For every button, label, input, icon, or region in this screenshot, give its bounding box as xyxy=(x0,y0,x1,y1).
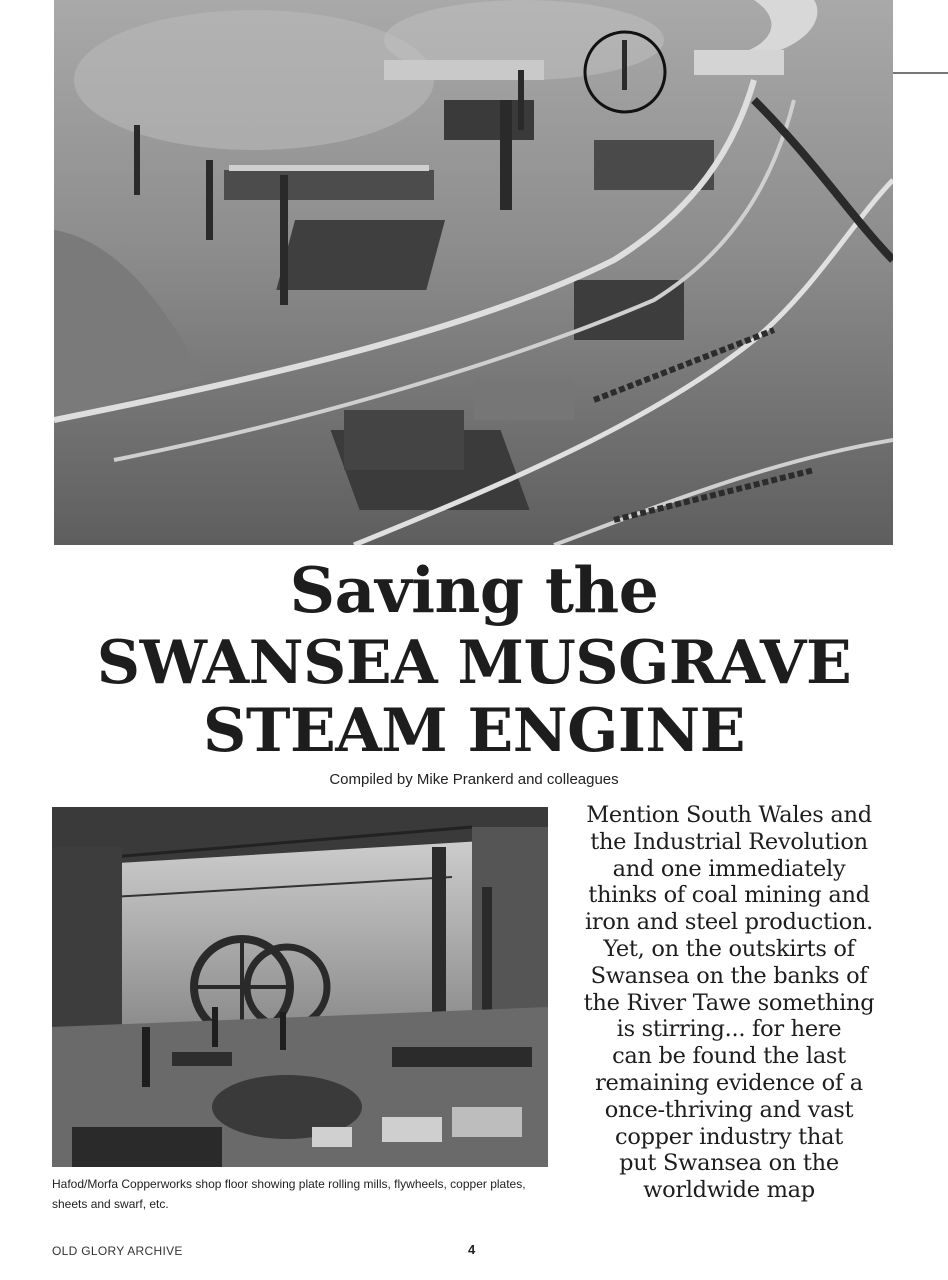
byline: Compiled by Mike Prankerd and colleagues xyxy=(329,771,619,788)
headline-line-2: SWANSEA MUSGRAVE xyxy=(96,628,852,698)
aerial-photo-graphic xyxy=(54,0,893,545)
intro-line: the River Tawe something xyxy=(583,989,875,1016)
intro-paragraph xyxy=(560,802,898,1204)
intro-line: put Swansea on the xyxy=(619,1150,839,1177)
intro-line: remaining evidence of a xyxy=(595,1069,863,1096)
intro-line: Mention South Wales and xyxy=(586,802,872,828)
intro-line: once-thriving and vast xyxy=(604,1096,854,1123)
intro-line: thinks of coal mining and xyxy=(588,882,870,909)
aerial-photo xyxy=(54,0,893,545)
publication-name: OLD GLORY ARCHIVE xyxy=(52,1244,183,1258)
shopfloor-photo-graphic xyxy=(52,807,548,1167)
photo-caption-line-1: Hafod/Morfa Copperworks shop floor showing plate rolling mills, flywheels, copper plates, xyxy=(52,1177,526,1191)
page-number: 4 xyxy=(468,1242,476,1257)
intro-line: Yet, on the outskirts of xyxy=(603,935,855,962)
headline-line-3: STEAM ENGINE xyxy=(202,696,746,766)
intro-line: iron and steel production. xyxy=(585,909,873,936)
intro-line: Swansea on the banks of xyxy=(590,962,868,989)
intro-line: the Industrial Revolution xyxy=(590,828,868,855)
intro-line: is stirring... for here xyxy=(616,1016,842,1043)
intro-line: can be found the last xyxy=(612,1043,846,1070)
decorative-rule xyxy=(893,72,948,74)
intro-line: copper industry that xyxy=(615,1123,843,1150)
intro-line: worldwide map xyxy=(643,1177,815,1204)
photo-caption-line-2: sheets and swarf, etc. xyxy=(52,1197,169,1211)
intro-line: and one immediately xyxy=(612,855,846,882)
photo-caption xyxy=(52,1174,548,1214)
headline-line-1: Saving the xyxy=(289,553,659,627)
shopfloor-photo xyxy=(52,807,548,1167)
